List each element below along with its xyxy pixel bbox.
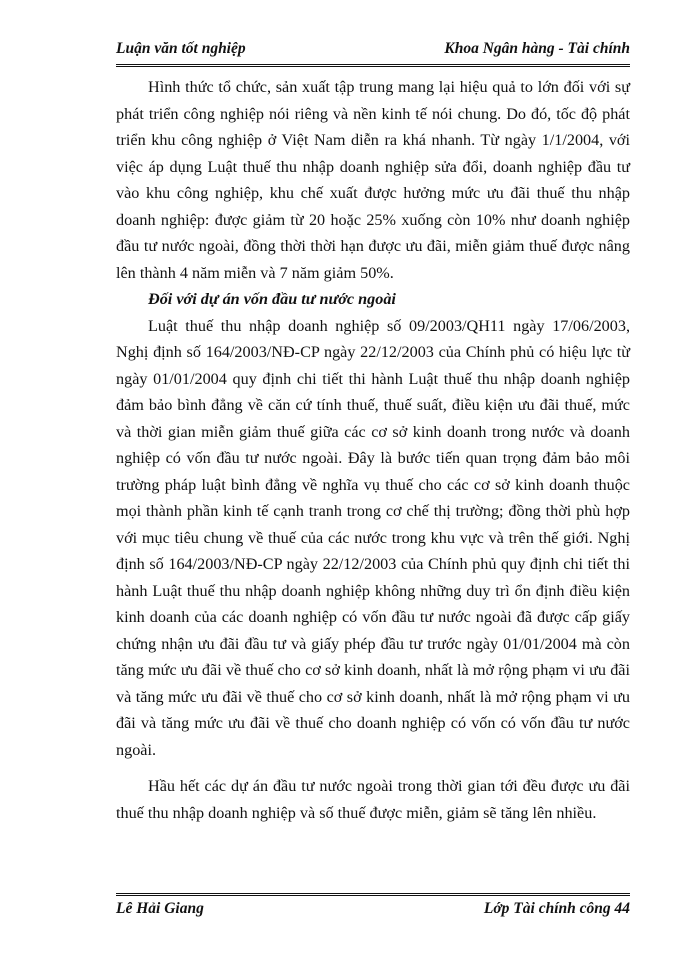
document-body [116, 74, 630, 826]
paragraph-tax-law: Luật thuế thu nhập doanh nghiệp số 09/2003/QH11 ngày 17/06/2003, Nghị định số 164/2003/NĐ-CP ngày 22/12/2003 của Chính phủ có hiệu lực từ ngày 01/01/2004 quy định chi tiết thi hành Luật thuế thu nhập doanh nghiệp đảm bảo bình đẳng về căn cứ tính thuế, thuế suất, điều kiện ưu đãi thuế, mức và thời gian miễn giảm thuế giữa các cơ sở kinh doanh trong nước và doanh nghiệp có vốn đầu tư nước ngoài. Đây là bước tiến quan trọng đảm bảo môi trường pháp luật bình đẳng về nghĩa vụ thuế cho các cơ sở kinh doanh thuộc mọi thành phần kinh tế cạnh tranh trong cơ chế thị trường; đồng thời phù hợp với mục tiêu chung về thuế của các nước trong khu vực và trên thế giới. Nghị định số 164/2003/NĐ-CP ngày 22/12/2003 của Chính phủ quy định chi tiết thi hành Luật thuế thu nhập doanh nghiệp không những duy trì ổn định điều kiện kinh doanh của các doanh nghiệp có vốn đầu tư nước ngoài đã được cấp giấy chứng nhận ưu đãi đầu tư và giấy phép đầu tư trước ngày 01/01/2004 mà còn tăng mức ưu đãi về thuế cho cơ sở kinh doanh, nhất là mở rộng phạm vi ưu đãi và tăng mức ưu đãi về thuế cho cơ sở kinh doanh, nhất là mở rộng phạm vi ưu đãi và tăng mức ưu đãi về thuế cho doanh nghiệp có vốn có vốn đầu tư nước ngoài. [116, 316, 630, 759]
footer-class: Lớp Tài chính công 44 [483, 900, 630, 917]
paragraph-conclusion: Hầu hết các dự án đầu tư nước ngoài trong thời gian tới đều được ưu đãi thuế thu nhập doanh nghiệp và số thuế được miễn, giảm sẽ tăng lên nhiều. [116, 777, 630, 822]
page-footer [116, 893, 630, 926]
section-subheading: Đối với dự án vốn đầu tư nước ngoài [148, 290, 396, 308]
header-thesis-title: Luận văn tốt nghiệp [116, 40, 246, 57]
page-header [116, 36, 630, 67]
footer-author: Lê Hải Giang [116, 900, 204, 917]
header-faculty: Khoa Ngân hàng - Tài chính [444, 40, 630, 57]
paragraph-industrial-zones: Hình thức tổ chức, sản xuất tập trung mang lại hiệu quả to lớn đối với sự phát triển công nghiệp nói riêng và nền kinh tế nói chung. Do đó, tốc độ phát triển khu công nghiệp ở Việt Nam diễn ra khá nhanh. Từ ngày 1/1/2004, với việc áp dụng Luật thuế thu nhập doanh nghiệp sửa đổi, doanh nghiệp đầu tư vào khu công nghiệp, khu chế xuất được hưởng mức ưu đãi thuế thu nhập doanh nghiệp: được giảm từ 20 hoặc 25% xuống còn 10% như doanh nghiệp đầu tư nước ngoài, đồng thời thời hạn được ưu đãi, miễn giảm thuế được nâng lên thành 4 năm miễn và 7 năm giảm 50%. [116, 78, 630, 282]
